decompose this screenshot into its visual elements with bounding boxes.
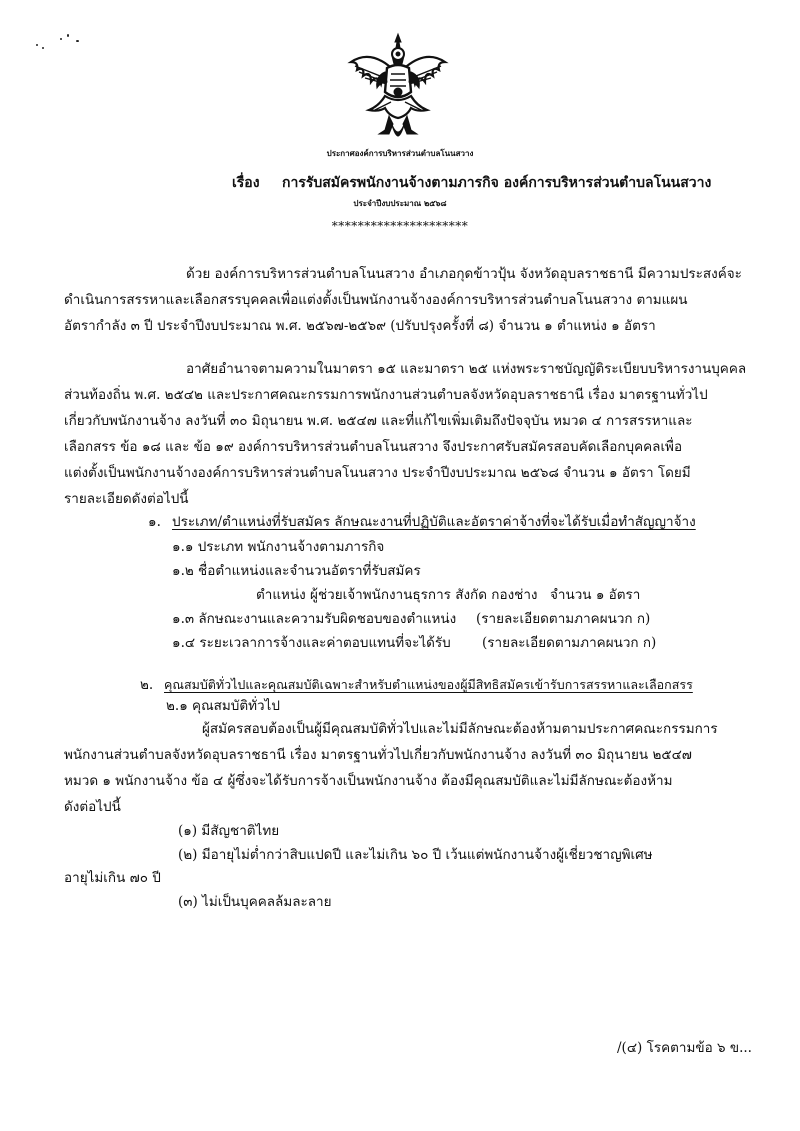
section2-para-line3: หมวด ๑ พนักงานจ้าง ข้อ ๔ ผู้ซึ่งจะได้รับการจ้างเป็นพนักงานจ้าง ต้องมีคุณสมบัติและไม่มีลักษณะต้องห้าม [64,773,673,789]
intro-para1-line2: ดำเนินการสรรหาและเลือกสรรบุคคลเพื่อแต่งตั้งเป็นพนักงานจ้างองค์การบริหารส่วนตำบลโนนสวาง ตามแผน [64,292,688,308]
section2-title: คุณสมบัติทั่วไปและคุณสมบัติเฉพาะสำหรับตำแหน่งของผู้มีสิทธิสมัครเข้ารับการสรรหาและเลือกสรร [164,677,693,692]
section1-item-1-4-note: (รายละเอียดตามภาคผนวก ก) [482,635,657,651]
garuda-emblem-icon [345,32,451,144]
section2-number: ๒. [140,677,154,693]
section2-para-line1: ผู้สมัครสอบต้องเป็นผู้มีคุณสมบัติทั่วไปและไม่มีลักษณะต้องห้ามตามประกาศคณะกรรมการ [202,721,718,737]
section1-number: ๑. [148,514,161,530]
section2-item-2-1: ๒.๑ คุณสมบัติทั่วไป [166,698,280,714]
fiscal-year-line: ประจำปีงบประมาณ ๒๕๖๘ [353,198,447,208]
qualification-item-2: (๒) มีอายุไม่ต่ำกว่าสิบแปดปี และไม่เกิน ๖๐ ปี เว้นแต่พนักงานจ้างผู้เชี่ยวชาญพิเศษ [178,847,653,863]
position-name: ตำแหน่ง ผู้ช่วยเจ้าพนักงานธุรการ สังกัด กองช่าง [256,587,538,603]
section1-item-1-4: ๑.๔ ระยะเวลาการจ้างและค่าตอบแทนที่จะได้รับ [172,635,451,651]
section2-para-line2: พนักงานส่วนตำบลจังหวัดอุบลราชธานี เรื่อง มาตรฐานทั่วไปเกี่ยวกับพนักงานจ้าง ลงวันที่ ๓๐ มิถุนายน ๒๕๔๗ [64,747,692,763]
document-title: ประกาศองค์การบริหารส่วนตำบลโนนสวาง [326,148,474,158]
intro-para2-line4: เลือกสรร ข้อ ๑๘ และ ข้อ ๑๙ องค์การบริหารส่วนตำบลโนนสวาง จึงประกาศรับสมัครสอบคัดเลือกบุคคลเพื่อ [64,439,683,455]
intro-para1-line3: อัตรากำลัง ๓ ปี ประจำปีงบประมาณ พ.ศ. ๒๕๖๗-๒๕๖๙ (ปรับปรุงครั้งที่ ๘) จำนวน ๑ ตำแหน่ง ๑ อัตรา [64,318,656,334]
intro-para1-line1: ด้วย องค์การบริหารส่วนตำบลโนนสวาง อำเภอกุดข้าวปุ้น จังหวัดอุบลราชธานี มีความประสงค์จะ [186,266,742,282]
subject-text: การรับสมัครพนักงานจ้างตามภารกิจ องค์การบริหารส่วนตำบลโนนสวาง [282,175,712,191]
position-count: จำนวน ๑ อัตรา [550,587,641,603]
section1-item-1-2: ๑.๒ ชื่อตำแหน่งและจำนวนอัตราที่รับสมัคร [172,563,421,579]
section2-para-line4: ดังต่อไปนี้ [64,799,121,815]
intro-para2-line1: อาศัยอำนาจตามความในมาตรา ๑๕ และมาตรา ๒๕ แห่งพระราชบัญญัติระเบียบบริหารงานบุคคล [186,361,747,377]
section1-item-1-3-note: (รายละเอียดตามภาคผนวก ก) [476,611,651,627]
section1-title: ประเภท/ตำแหน่งที่รับสมัคร ลักษณะงานที่ปฏิบัติและอัตราค่าจ้างที่จะได้รับเมื่อทำสัญญาจ้าง [172,514,696,530]
qualification-item-3: (๓) ไม่เป็นบุคคลล้มละลาย [178,894,332,910]
intro-para2-line6: รายละเอียดดังต่อไปนี้ [64,491,189,507]
section1-item-1-1: ๑.๑ ประเภท พนักงานจ้างตามภารกิจ [172,539,385,555]
qualification-item-2-cont: อายุไม่เกิน ๗๐ ปี [64,870,161,886]
qualification-item-1: (๑) มีสัญชาติไทย [178,823,280,839]
intro-para2-line2: ส่วนท้องถิ่น พ.ศ. ๒๕๔๒ และประกาศคณะกรรมการพนักงานส่วนตำบลจังหวัดอุบลราชธานี เรื่อง มาตรฐานทั่วไป [64,387,708,403]
section1-item-1-3: ๑.๓ ลักษณะงานและความรับผิดชอบของตำแหน่ง [172,611,457,627]
subject-label: เรื่อง [232,175,260,191]
intro-para2-line3: เกี่ยวกับพนักงานจ้าง ลงวันที่ ๓๐ มิถุนายน พ.ศ. ๒๕๔๗ และที่แก้ไขเพิ่มเติมถึงปัจจุบัน หมวด ๔ การสรรหาและ [64,413,693,429]
page-continuation: /(๔) โรคตามข้อ ๖ ข... [617,1040,752,1056]
intro-para2-line5: แต่งตั้งเป็นพนักงานจ้างองค์การบริหารส่วนตำบลโนนสวาง ประจำปีงบประมาณ ๒๕๖๘ จำนวน ๑ อัตรา โดยมี [64,465,691,481]
header-separator: ********************* [331,219,469,233]
